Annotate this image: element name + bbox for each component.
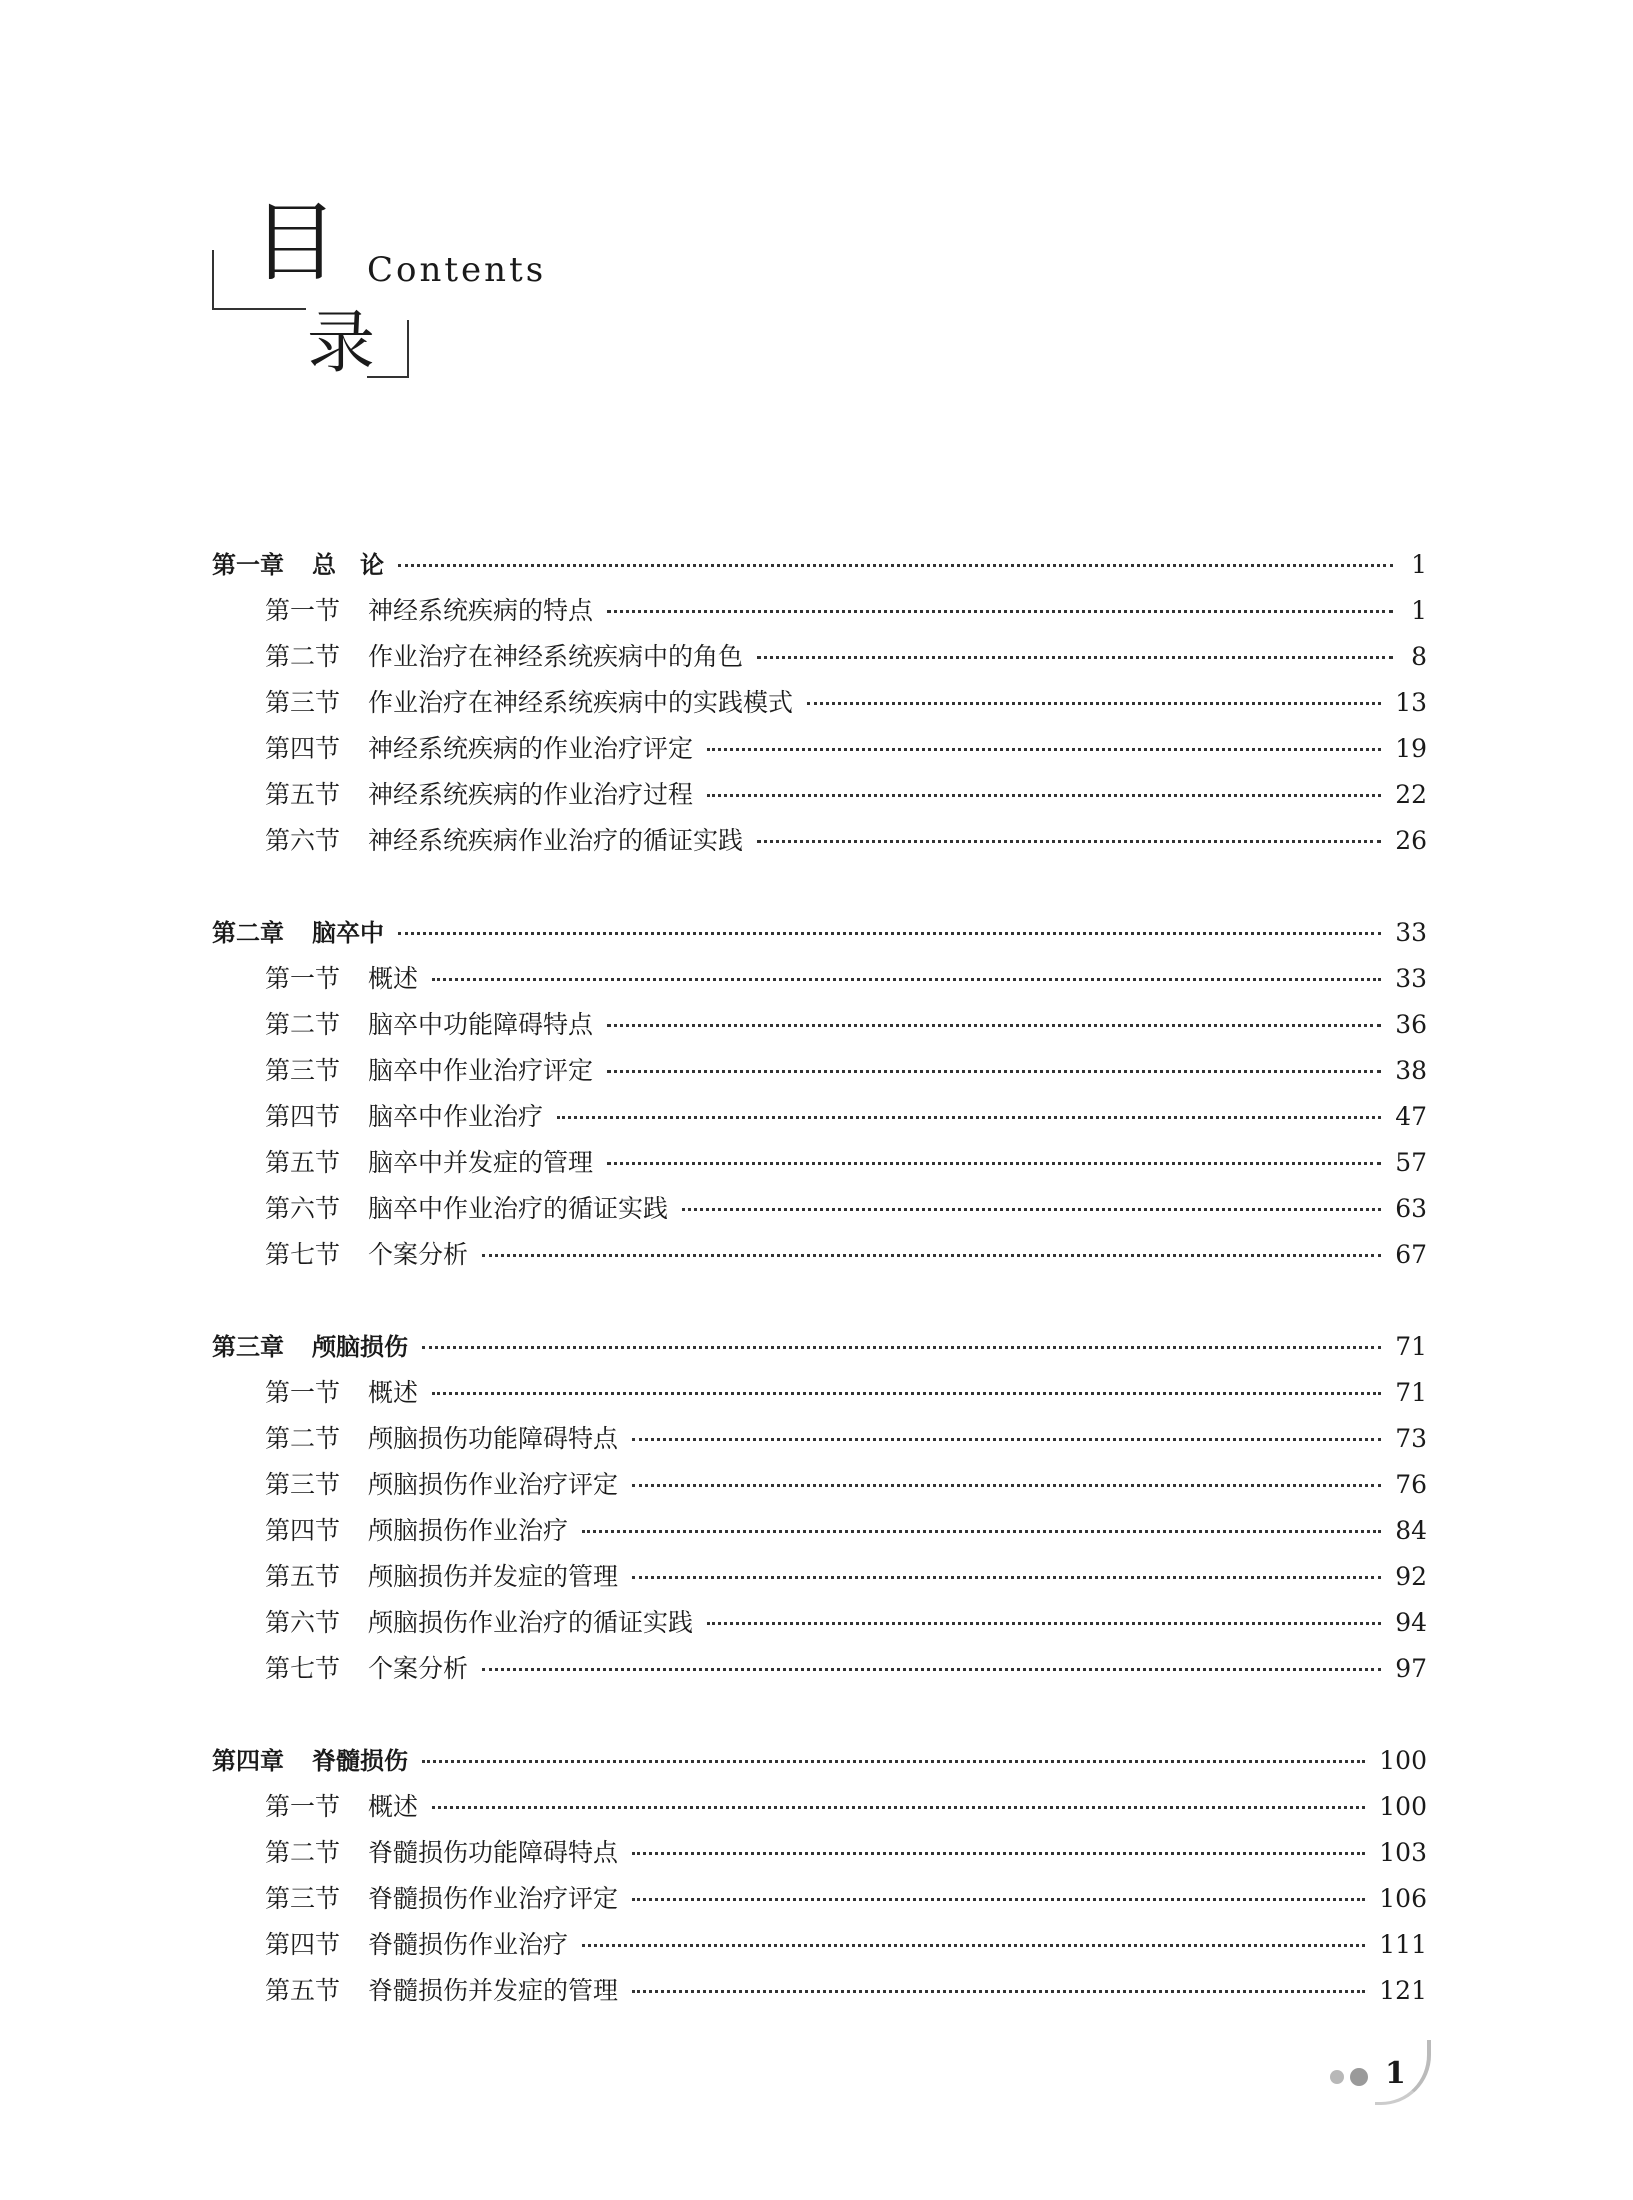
section-row-number: 第四节 [265,1516,341,1545]
section-row-title: 概述 [368,1792,419,1821]
section-row-label [265,959,418,995]
chapter-row-page: 33 [1395,918,1427,947]
section-row-number: 第七节 [265,1240,341,1269]
section-row[interactable] [212,775,1427,821]
section-row-page: 71 [1395,1378,1427,1407]
footer-dot-icon [1330,2070,1344,2084]
section-row[interactable] [212,1833,1427,1879]
section-row-number: 第五节 [265,1976,341,2005]
section-row[interactable] [212,1971,1427,2017]
section-row[interactable] [212,1419,1427,1465]
section-row-number: 第五节 [265,1148,341,1177]
section-row-page: 67 [1395,1240,1427,1269]
dot-leader [632,1898,1365,1901]
section-row-number: 第一节 [265,964,341,993]
section-row[interactable] [212,1511,1427,1557]
section-row[interactable] [212,591,1427,637]
section-row-title: 神经系统疾病的作业治疗过程 [368,780,694,809]
title-char-lu: 录 [307,304,376,383]
section-row-number: 第一节 [265,596,341,625]
chapter-row-title: 总 论 [312,551,384,579]
dot-leader [757,840,1381,843]
dot-leader [607,1024,1381,1027]
section-row-page: 8 [1411,642,1427,671]
section-row-label [265,1465,618,1501]
section-row-title: 神经系统疾病的特点 [368,596,594,625]
section-row-number: 第三节 [265,1056,341,1085]
section-row-label [265,1925,568,1961]
table-of-contents [212,545,1427,2063]
chapter-row-title: 脊髓损伤 [312,1747,408,1775]
section-row-title: 颅脑损伤作业治疗 [368,1516,569,1545]
section-row-title: 概述 [368,964,419,993]
section-row-label [265,1511,568,1547]
section-row[interactable] [212,1051,1427,1097]
dot-leader [707,794,1381,797]
section-row-page: 73 [1395,1424,1427,1453]
section-row[interactable] [212,1879,1427,1925]
toc-chapter [212,913,1427,1281]
page-number: 1 [1385,2056,1406,2091]
chapter-row-number: 第四章 [212,1747,284,1775]
toc-chapter [212,1327,1427,1695]
dot-leader [582,1530,1381,1533]
dot-leader [632,1852,1365,1855]
section-row-label [265,775,693,811]
title-bracket-right [367,320,409,378]
section-row[interactable] [212,821,1427,867]
dot-leader [632,1484,1381,1487]
section-row-title: 作业治疗在神经系统疾病中的实践模式 [368,688,794,717]
section-row-number: 第六节 [265,1194,341,1223]
section-row-number: 第一节 [265,1792,341,1821]
dot-leader [557,1116,1381,1119]
section-row-number: 第一节 [265,1378,341,1407]
section-row-title: 脑卒中作业治疗 [368,1102,544,1131]
section-row-number: 第三节 [265,688,341,717]
section-row-label [265,1051,593,1087]
section-row-label [265,1833,618,1869]
section-row-label [265,1005,593,1041]
dot-leader [432,1806,1365,1809]
chapter-row-page: 100 [1379,1746,1427,1775]
section-row-title: 颅脑损伤功能障碍特点 [368,1424,619,1453]
section-row-page: 106 [1379,1884,1427,1913]
dot-leader [482,1254,1381,1257]
dot-leader [432,1392,1381,1395]
section-row-page: 97 [1395,1654,1427,1683]
section-row-label [265,1649,468,1685]
section-row-label [265,729,693,765]
section-row-label [265,1879,618,1915]
section-row-page: 63 [1395,1194,1427,1223]
section-row-title: 作业治疗在神经系统疾病中的角色 [368,642,744,671]
toc-chapter [212,1741,1427,2017]
section-row[interactable] [212,1925,1427,1971]
section-row-label [265,1971,618,2007]
section-row-title: 脑卒中作业治疗的循证实践 [368,1194,669,1223]
section-row-title: 颅脑损伤作业治疗的循证实践 [368,1608,694,1637]
section-row[interactable] [212,1465,1427,1511]
section-row-title: 神经系统疾病的作业治疗评定 [368,734,694,763]
section-row-label [265,1143,593,1179]
section-row-title: 脊髓损伤功能障碍特点 [368,1838,619,1867]
section-row-title: 个案分析 [368,1240,469,1269]
toc-chapter [212,545,1427,867]
section-row-page: 36 [1395,1010,1427,1039]
section-row-number: 第六节 [265,1608,341,1637]
section-row-label [265,1097,543,1133]
section-row-label [265,637,743,673]
section-row-page: 26 [1395,826,1427,855]
section-row-label [265,1603,693,1639]
section-row-label [265,821,743,857]
section-row-page: 121 [1379,1976,1427,2005]
section-row-page: 19 [1395,734,1427,763]
dot-leader [757,656,1393,659]
section-row-label [265,1557,618,1593]
chapter-row[interactable] [212,545,1427,591]
dot-leader [632,1576,1381,1579]
section-row-title: 概述 [368,1378,419,1407]
section-row[interactable] [212,729,1427,775]
section-row-page: 33 [1395,964,1427,993]
chapter-row-number: 第二章 [212,919,284,947]
section-row-title: 神经系统疾病作业治疗的循证实践 [368,826,744,855]
toc-heading [212,193,612,420]
section-row-number: 第四节 [265,1102,341,1131]
section-row-label [265,1419,618,1455]
section-row[interactable] [212,637,1427,683]
chapter-row[interactable] [212,1327,1427,1373]
section-row-label [265,1373,418,1409]
section-row[interactable] [212,1649,1427,1695]
section-row-page: 38 [1395,1056,1427,1085]
chapter-row-label [212,1741,408,1776]
section-row-label [265,591,593,627]
section-row-number: 第五节 [265,780,341,809]
page-footer [1330,2040,1450,2110]
section-row[interactable] [212,1603,1427,1649]
dot-leader [682,1208,1381,1211]
section-row[interactable] [212,1557,1427,1603]
section-row-page: 100 [1379,1792,1427,1821]
section-row-page: 76 [1395,1470,1427,1499]
section-row-page: 103 [1379,1838,1427,1867]
dot-leader [807,702,1381,705]
section-row-title: 脊髓损伤并发症的管理 [368,1976,619,2005]
section-row[interactable] [212,1787,1427,1833]
title-english: Contents [367,250,547,290]
section-row[interactable] [212,683,1427,729]
section-row-number: 第三节 [265,1884,341,1913]
chapter-row-title: 颅脑损伤 [312,1333,408,1361]
chapter-row-title: 脑卒中 [312,919,384,947]
chapter-row-label [212,1327,408,1362]
section-row-title: 脊髓损伤作业治疗评定 [368,1884,619,1913]
dot-leader [398,932,1381,935]
section-row-number: 第二节 [265,1010,341,1039]
chapter-row-number: 第三章 [212,1333,284,1361]
section-row-label [265,1235,468,1271]
section-row[interactable] [212,1235,1427,1281]
dot-leader [422,1760,1365,1763]
section-row-number: 第五节 [265,1562,341,1591]
section-row-number: 第二节 [265,1424,341,1453]
section-row-title: 脑卒中功能障碍特点 [368,1010,594,1039]
section-row-title: 颅脑损伤并发症的管理 [368,1562,619,1591]
chapter-row-number: 第一章 [212,551,284,579]
section-row[interactable] [212,1005,1427,1051]
section-row-number: 第二节 [265,1838,341,1867]
section-row-title: 个案分析 [368,1654,469,1683]
section-row[interactable] [212,1373,1427,1419]
dot-leader [607,1162,1381,1165]
section-row-title: 脑卒中并发症的管理 [368,1148,594,1177]
dot-leader [432,978,1381,981]
section-row-number: 第三节 [265,1470,341,1499]
dot-leader [582,1944,1365,1947]
section-row[interactable] [212,959,1427,1005]
section-row-title: 脑卒中作业治疗评定 [368,1056,594,1085]
section-row-label [265,1787,418,1823]
section-row-page: 1 [1411,596,1427,625]
chapter-row[interactable] [212,913,1427,959]
dot-leader [607,610,1393,613]
section-row-page: 111 [1379,1930,1427,1959]
section-row[interactable] [212,1189,1427,1235]
dot-leader [482,1668,1381,1671]
section-row-page: 94 [1395,1608,1427,1637]
section-row[interactable] [212,1143,1427,1189]
section-row-page: 92 [1395,1562,1427,1591]
footer-dot-icon [1350,2068,1368,2086]
chapter-row-label [212,913,384,948]
dot-leader [607,1070,1381,1073]
section-row[interactable] [212,1097,1427,1143]
section-row-number: 第四节 [265,1930,341,1959]
title-char-mu: 目 [252,193,338,293]
chapter-row[interactable] [212,1741,1427,1787]
section-row-page: 13 [1395,688,1427,717]
section-row-title: 颅脑损伤作业治疗评定 [368,1470,619,1499]
section-row-number: 第四节 [265,734,341,763]
section-row-number: 第六节 [265,826,341,855]
dot-leader [707,748,1381,751]
chapter-row-page: 1 [1411,550,1427,579]
dot-leader [632,1990,1365,1993]
dot-leader [422,1346,1381,1349]
section-row-page: 22 [1395,780,1427,809]
section-row-page: 84 [1395,1516,1427,1545]
section-row-label [265,1189,668,1225]
chapter-row-label [212,545,384,580]
section-row-title: 脊髓损伤作业治疗 [368,1930,569,1959]
section-row-number: 第二节 [265,642,341,671]
chapter-row-page: 71 [1395,1332,1427,1361]
section-row-page: 57 [1395,1148,1427,1177]
section-row-label [265,683,793,719]
dot-leader [707,1622,1381,1625]
section-row-number: 第七节 [265,1654,341,1683]
dot-leader [632,1438,1381,1441]
dot-leader [398,564,1393,567]
section-row-page: 47 [1395,1102,1427,1131]
